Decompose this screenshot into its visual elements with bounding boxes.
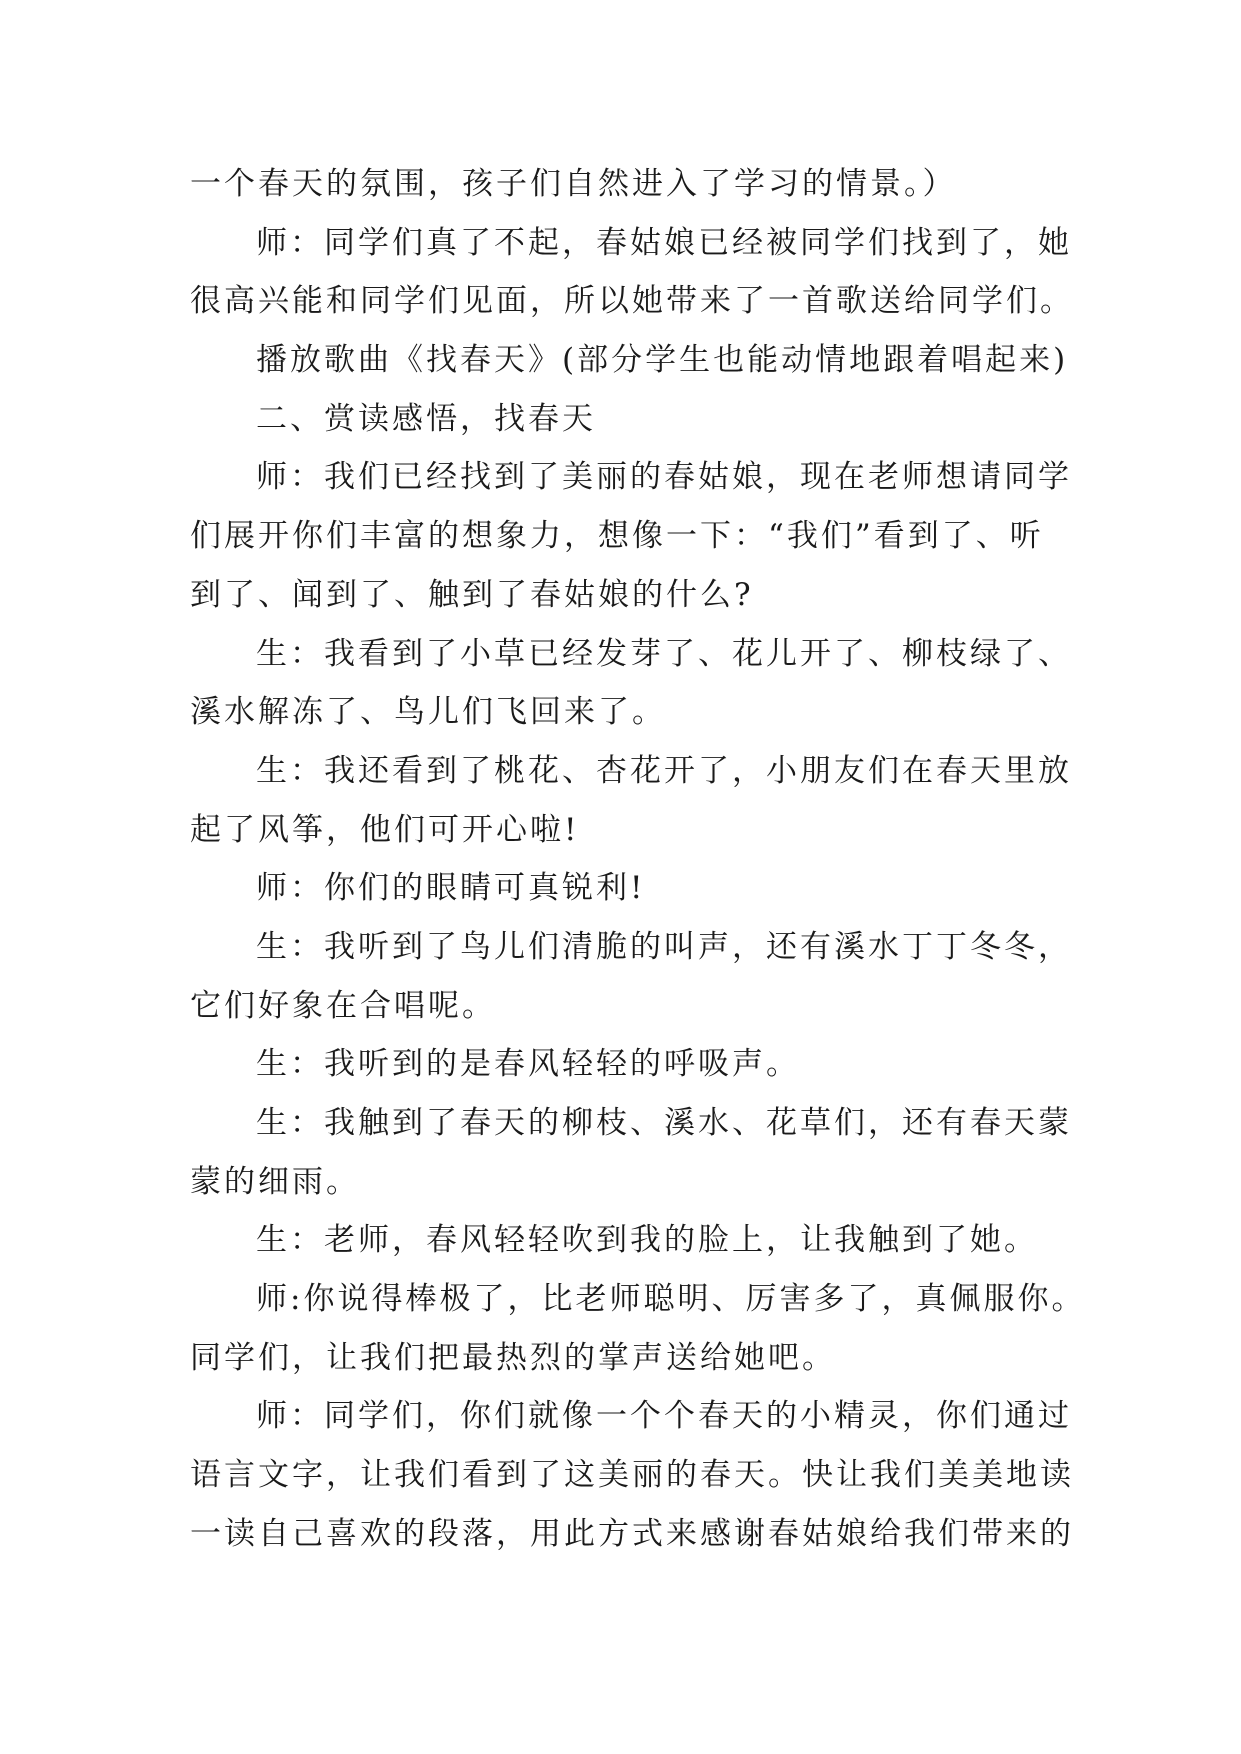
- text-line: 它们好象在合唱呢。: [190, 987, 496, 1024]
- document-body: [190, 155, 1086, 1564]
- text-line: 语言文字，让我们看到了这美丽的春天。快让我们美美地读: [190, 1457, 1074, 1494]
- text-line: 生：我触到了春天的柳枝、溪水、花草们，还有春天蒙: [256, 1105, 1072, 1141]
- text-line: 生：我看到了小草已经发芽了、花儿开了、柳枝绿了、: [256, 635, 1072, 672]
- text-line: 蒙的细雨。: [190, 1163, 360, 1200]
- text-line: 溪水解冻了、鸟儿们飞回来了。: [190, 694, 666, 731]
- text-line: 一个春天的氛围，孩子们自然进入了学习的情景。）: [190, 166, 957, 202]
- text-line: 生：我听到的是春风轻轻的呼吸声。: [256, 1046, 800, 1083]
- text-line: 师：同学们真了不起，春姑娘已经被同学们找到了，她: [256, 224, 1072, 261]
- text-line: 很高兴能和同学们见面，所以她带来了一首歌送给同学们。: [190, 283, 1074, 320]
- text-line: 生：我还看到了桃花、杏花开了，小朋友们在春天里放: [256, 752, 1072, 789]
- text-line: 到了、闻到了、触到了春姑娘的什么?: [190, 576, 754, 613]
- text-line: 师：同学们，你们就像一个个春天的小精灵，你们通过: [256, 1398, 1072, 1435]
- text-line: 师：你们的眼睛可真锐利!: [256, 870, 646, 907]
- text-line: 起了风筝，他们可开心啦!: [190, 811, 580, 848]
- text-line: 生：老师，春风轻轻吹到我的脸上，让我触到了她。: [256, 1222, 1038, 1259]
- text-line: 们展开你们丰富的想象力，想像一下：“我们”看到了、听: [190, 518, 1044, 555]
- section-heading: 二、赏读感悟，找春天: [256, 400, 596, 437]
- text-line: 师：我们已经找到了美丽的春姑娘，现在老师想请同学: [256, 459, 1072, 496]
- text-line: 同学们，让我们把最热烈的掌声送给她吧。: [190, 1339, 836, 1376]
- text-line: 师:你说得棒极了，比老师聪明、厉害多了，真佩服你。: [256, 1281, 1086, 1318]
- text-line: 生：我听到了鸟儿们清脆的叫声，还有溪水丁丁冬冬，: [256, 928, 1072, 965]
- text-line: 一读自己喜欢的段落，用此方式来感谢春姑娘给我们带来的: [190, 1515, 1074, 1552]
- text-line: 播放歌曲《找春天》(部分学生也能动情地跟着唱起来): [256, 342, 1069, 379]
